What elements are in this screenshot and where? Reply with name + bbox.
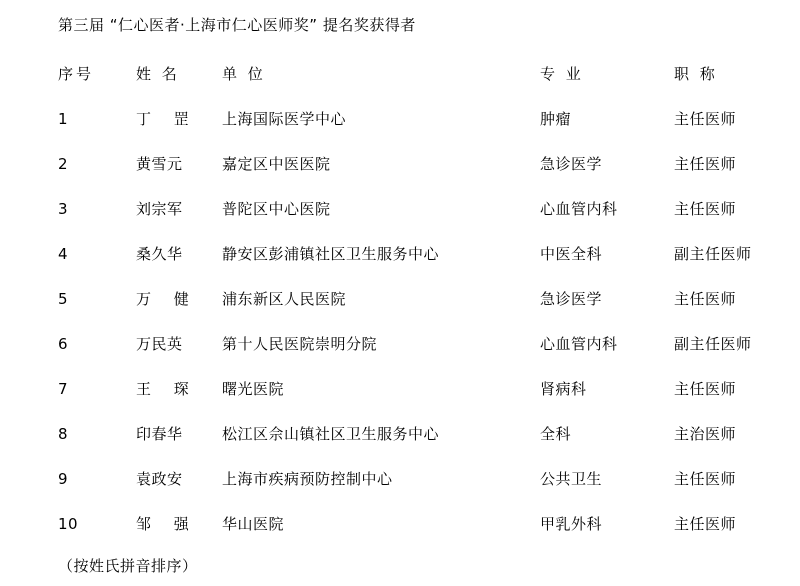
cell-title: 副主任医师: [674, 334, 752, 353]
cell-major: 急诊医学: [540, 154, 603, 173]
cell-org: 嘉定区中医医院: [222, 154, 331, 173]
cell-major: 心血管内科: [540, 334, 618, 353]
cell-title: 主治医师: [674, 424, 737, 443]
cell-name: 印春华: [136, 424, 183, 443]
table-row: [58, 96, 798, 141]
table-row: [58, 321, 798, 366]
cell-no: 3: [58, 199, 69, 218]
table-row: [58, 501, 798, 546]
cell-no: 5: [58, 289, 69, 308]
cell-major: 公共卫生: [540, 469, 603, 488]
cell-title: 主任医师: [674, 154, 737, 173]
cell-no: 1: [58, 109, 69, 128]
cell-org: 上海国际医学中心: [222, 109, 347, 128]
cell-name: 刘宗军: [136, 199, 183, 218]
cell-major: 心血管内科: [540, 199, 618, 218]
cell-title: 主任医师: [674, 379, 737, 398]
cell-org: 上海市疾病预防控制中心: [222, 469, 393, 488]
cell-org: 曙光医院: [222, 379, 285, 398]
column-header-major: 专 业: [540, 65, 584, 83]
cell-title: 主任医师: [674, 109, 737, 128]
cell-title: 副主任医师: [674, 244, 752, 263]
column-header-no: 序号: [58, 65, 95, 83]
cell-name: 万民英: [136, 334, 183, 353]
table-row: [58, 366, 798, 411]
cell-name: 王 琛: [136, 379, 198, 398]
cell-major: 肾病科: [540, 379, 587, 398]
cell-title: 主任医师: [674, 469, 737, 488]
cell-major: 中医全科: [540, 244, 603, 263]
table-row: [58, 141, 798, 186]
cell-major: 全科: [540, 424, 572, 443]
cell-no: 10: [58, 514, 79, 533]
cell-major: 甲乳外科: [540, 514, 603, 533]
cell-name: 桑久华: [136, 244, 183, 263]
cell-name: 万 健: [136, 289, 198, 308]
cell-title: 主任医师: [674, 199, 737, 218]
cell-no: 2: [58, 154, 69, 173]
cell-name: 邹 强: [136, 514, 198, 533]
cell-name: 袁政安: [136, 469, 183, 488]
sort-note: （按姓氏拼音排序）: [58, 557, 198, 575]
cell-no: 8: [58, 424, 69, 443]
page-title: 第三届 “仁心医者·上海市仁心医师奖” 提名奖获得者: [58, 16, 416, 34]
table-row: [58, 276, 798, 321]
cell-org: 松江区佘山镇社区卫生服务中心: [222, 424, 440, 443]
cell-title: 主任医师: [674, 514, 737, 533]
table-header-row: [58, 52, 798, 96]
cell-major: 急诊医学: [540, 289, 603, 308]
cell-org: 普陀区中心医院: [222, 199, 331, 218]
table-header: [58, 52, 798, 96]
cell-name: 黄雪元: [136, 154, 183, 173]
award-recipients-table: [58, 52, 798, 546]
column-header-org: 单 位: [222, 65, 266, 83]
table-row: [58, 231, 798, 276]
cell-no: 7: [58, 379, 69, 398]
cell-org: 浦东新区人民医院: [222, 289, 347, 308]
cell-org: 第十人民医院崇明分院: [222, 334, 378, 353]
column-header-name: 姓 名: [136, 65, 180, 83]
cell-name: 丁 罡: [136, 109, 198, 128]
cell-org: 静安区彭浦镇社区卫生服务中心: [222, 244, 440, 263]
table-row: [58, 411, 798, 456]
cell-org: 华山医院: [222, 514, 285, 533]
table-row: [58, 456, 798, 501]
cell-title: 主任医师: [674, 289, 737, 308]
table-row: [58, 186, 798, 231]
cell-no: 4: [58, 244, 69, 263]
cell-no: 6: [58, 334, 69, 353]
cell-no: 9: [58, 469, 69, 488]
cell-major: 肿瘤: [540, 109, 572, 128]
table-body: [58, 96, 798, 546]
column-header-title: 职 称: [674, 65, 718, 83]
